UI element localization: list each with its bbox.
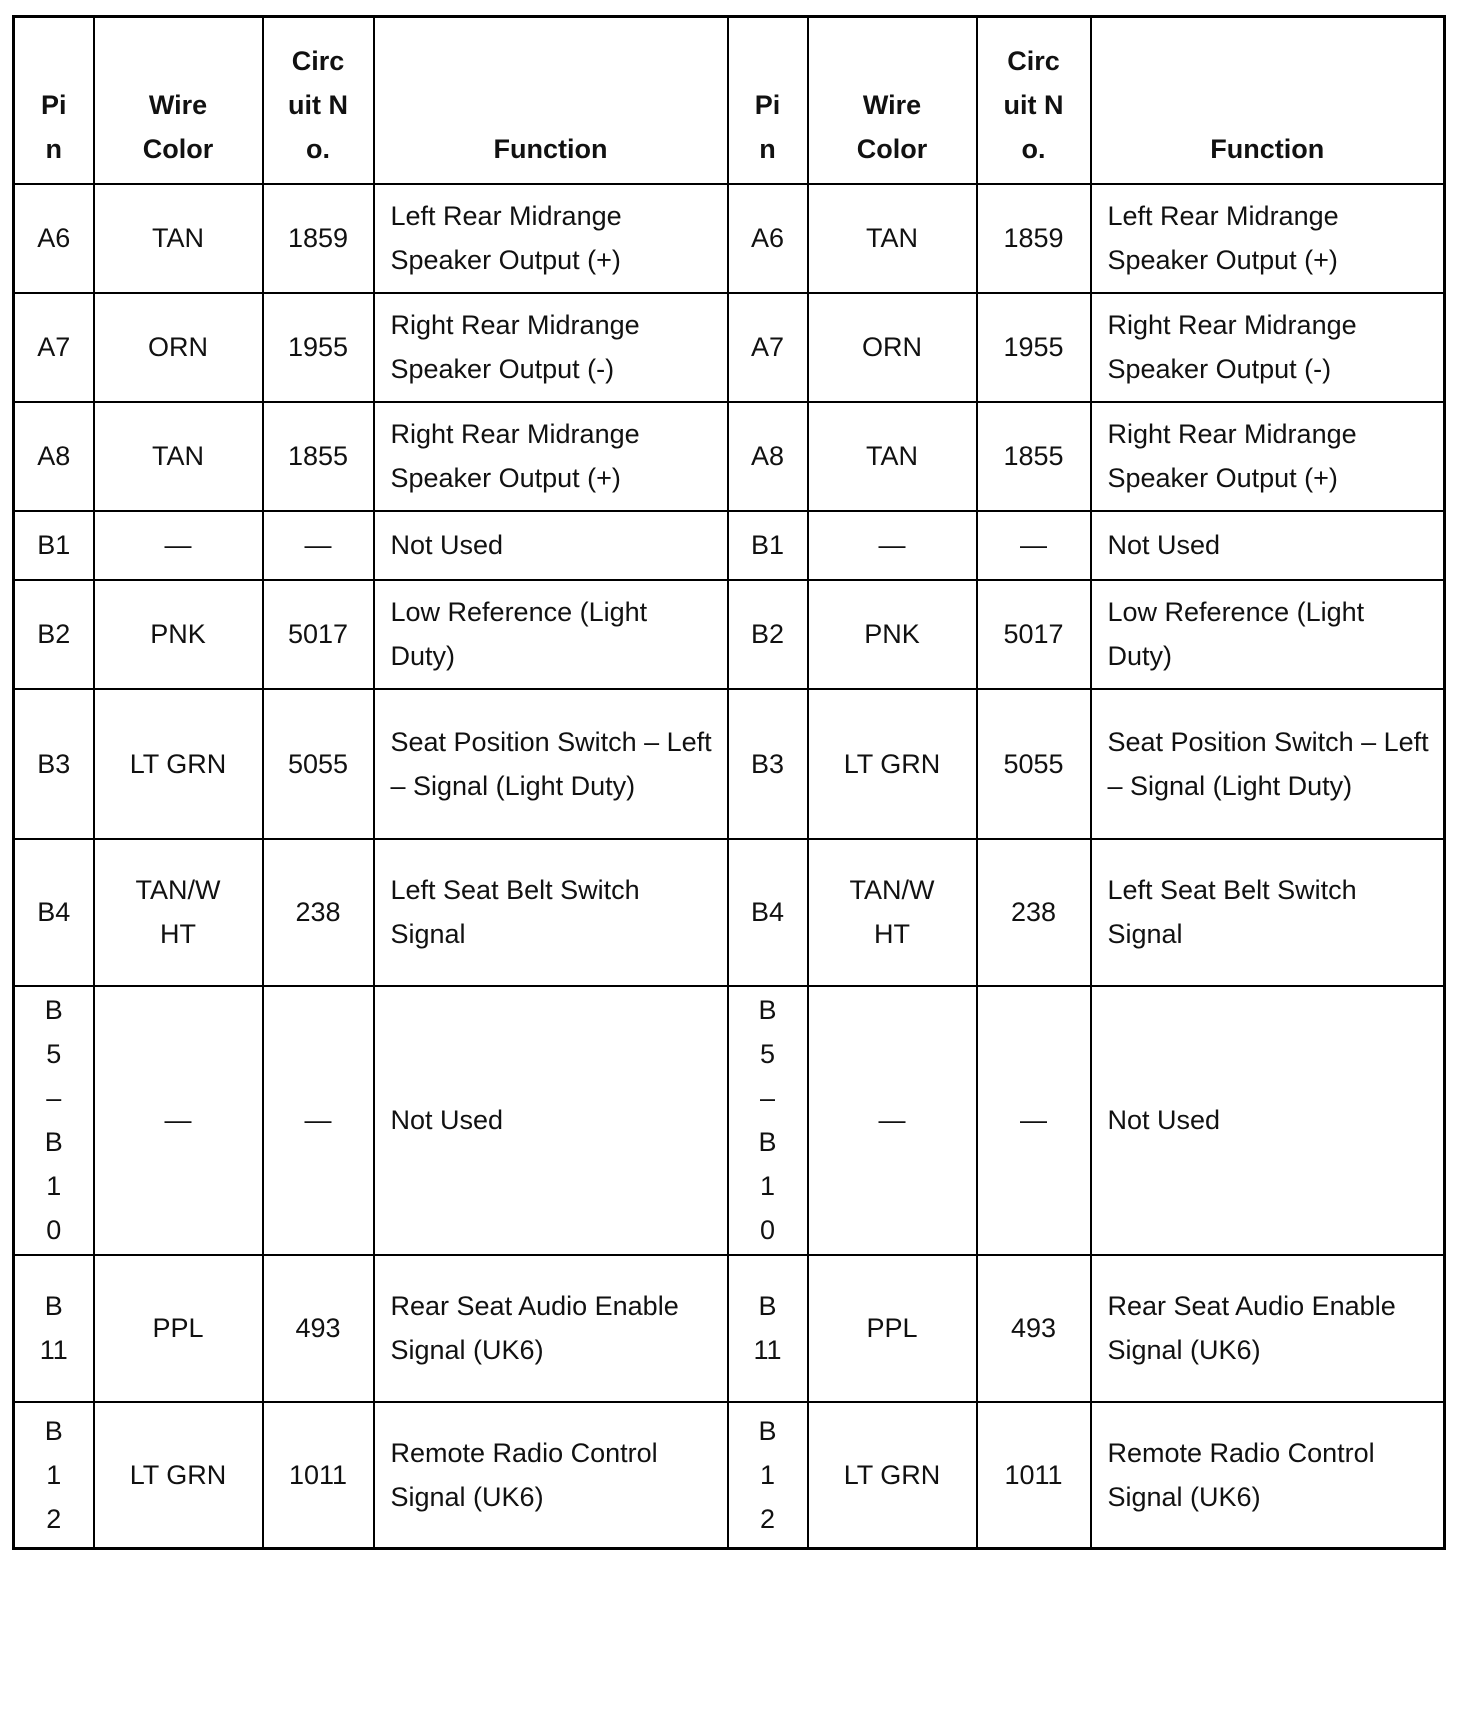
wire-color-cell: TAN (94, 402, 263, 511)
wire-color-cell: TAN/WHT (94, 839, 263, 986)
circuit-cell: — (977, 511, 1091, 580)
table-row (14, 184, 1445, 293)
pin-cell: B5–B10 (728, 986, 808, 1255)
function-cell: Rear Seat Audio Enable Signal (UK6) (374, 1255, 728, 1402)
circuit-cell: 1859 (263, 184, 374, 293)
pin-cell: B1 (14, 511, 94, 580)
pin-cell: A8 (14, 402, 94, 511)
pin-cell: B4 (728, 839, 808, 986)
circuit-cell: 1955 (977, 293, 1091, 402)
wire-color-cell: TAN (808, 402, 977, 511)
circuit-cell: 5017 (263, 580, 374, 689)
connector-pinout-table (12, 15, 1446, 1550)
pin-cell: B2 (728, 580, 808, 689)
pin-cell: A7 (14, 293, 94, 402)
table-row (14, 511, 1445, 580)
function-cell: Seat Position Switch – Left – Signal (Light Duty) (1091, 689, 1445, 839)
pin-cell: B4 (14, 839, 94, 986)
circuit-cell: — (263, 986, 374, 1255)
wire-color-cell: — (94, 986, 263, 1255)
pin-cell: B11 (728, 1255, 808, 1402)
pin-cell: B1 (728, 511, 808, 580)
pin-header: Pin (728, 17, 808, 184)
table-row (14, 986, 1445, 1255)
wire-color-cell: TAN (808, 184, 977, 293)
function-cell: Low Reference (Light Duty) (1091, 580, 1445, 689)
circuit-cell: 5017 (977, 580, 1091, 689)
wire-color-cell: LT GRN (94, 1402, 263, 1549)
circuit-cell: 1955 (263, 293, 374, 402)
wire-color-cell: PPL (94, 1255, 263, 1402)
wire-color-cell: LT GRN (94, 689, 263, 839)
wire-color-cell: — (94, 511, 263, 580)
pin-header: Pin (14, 17, 94, 184)
wire-color-cell: ORN (808, 293, 977, 402)
function-cell: Left Seat Belt Switch Signal (374, 839, 728, 986)
table-row (14, 689, 1445, 839)
function-header: Function (1091, 17, 1445, 184)
function-cell: Not Used (374, 986, 728, 1255)
pin-cell: A8 (728, 402, 808, 511)
function-cell: Remote Radio Control Signal (UK6) (1091, 1402, 1445, 1549)
table-row (14, 402, 1445, 511)
wire-color-cell: LT GRN (808, 689, 977, 839)
pin-cell: B12 (14, 1402, 94, 1549)
pin-cell: B2 (14, 580, 94, 689)
function-cell: Left Seat Belt Switch Signal (1091, 839, 1445, 986)
pin-cell: A7 (728, 293, 808, 402)
wire-color-cell: PNK (94, 580, 263, 689)
function-cell: Right Rear Midrange Speaker Output (+) (374, 402, 728, 511)
header-row (14, 17, 1445, 184)
pin-cell: B3 (728, 689, 808, 839)
wire-color-cell: — (808, 511, 977, 580)
wire-color-cell: TAN/WHT (808, 839, 977, 986)
table-row (14, 293, 1445, 402)
circuit-cell: 5055 (977, 689, 1091, 839)
circuit-cell: 1859 (977, 184, 1091, 293)
pin-cell: B11 (14, 1255, 94, 1402)
function-cell: Low Reference (Light Duty) (374, 580, 728, 689)
circuit-cell: 238 (977, 839, 1091, 986)
table-row (14, 1255, 1445, 1402)
circuit-cell: 5055 (263, 689, 374, 839)
function-cell: Left Rear Midrange Speaker Output (+) (1091, 184, 1445, 293)
function-cell: Right Rear Midrange Speaker Output (-) (374, 293, 728, 402)
function-cell: Not Used (1091, 986, 1445, 1255)
function-cell: Right Rear Midrange Speaker Output (-) (1091, 293, 1445, 402)
circuit-no-header: Circuit No. (263, 17, 374, 184)
circuit-cell: 493 (977, 1255, 1091, 1402)
wire-color-cell: PPL (808, 1255, 977, 1402)
table-row (14, 839, 1445, 986)
wire-color-header: Wire Color (94, 17, 263, 184)
pin-cell: A6 (14, 184, 94, 293)
function-cell: Not Used (374, 511, 728, 580)
function-header: Function (374, 17, 728, 184)
table-row (14, 1402, 1445, 1549)
pin-cell: B3 (14, 689, 94, 839)
wire-color-cell: — (808, 986, 977, 1255)
function-cell: Rear Seat Audio Enable Signal (UK6) (1091, 1255, 1445, 1402)
wire-color-cell: ORN (94, 293, 263, 402)
circuit-cell: 1011 (263, 1402, 374, 1549)
circuit-cell: 238 (263, 839, 374, 986)
pin-cell: B5–B10 (14, 986, 94, 1255)
wire-color-cell: PNK (808, 580, 977, 689)
circuit-cell: 1855 (977, 402, 1091, 511)
function-cell: Remote Radio Control Signal (UK6) (374, 1402, 728, 1549)
circuit-cell: — (977, 986, 1091, 1255)
circuit-cell: 1855 (263, 402, 374, 511)
function-cell: Right Rear Midrange Speaker Output (+) (1091, 402, 1445, 511)
function-cell: Seat Position Switch – Left – Signal (Light Duty) (374, 689, 728, 839)
function-cell: Left Rear Midrange Speaker Output (+) (374, 184, 728, 293)
pin-cell: B12 (728, 1402, 808, 1549)
table-row (14, 580, 1445, 689)
circuit-cell: 1011 (977, 1402, 1091, 1549)
wire-color-cell: TAN (94, 184, 263, 293)
wire-color-header: Wire Color (808, 17, 977, 184)
wire-color-cell: LT GRN (808, 1402, 977, 1549)
circuit-cell: 493 (263, 1255, 374, 1402)
function-cell: Not Used (1091, 511, 1445, 580)
circuit-cell: — (263, 511, 374, 580)
circuit-no-header: Circuit No. (977, 17, 1091, 184)
pin-cell: A6 (728, 184, 808, 293)
